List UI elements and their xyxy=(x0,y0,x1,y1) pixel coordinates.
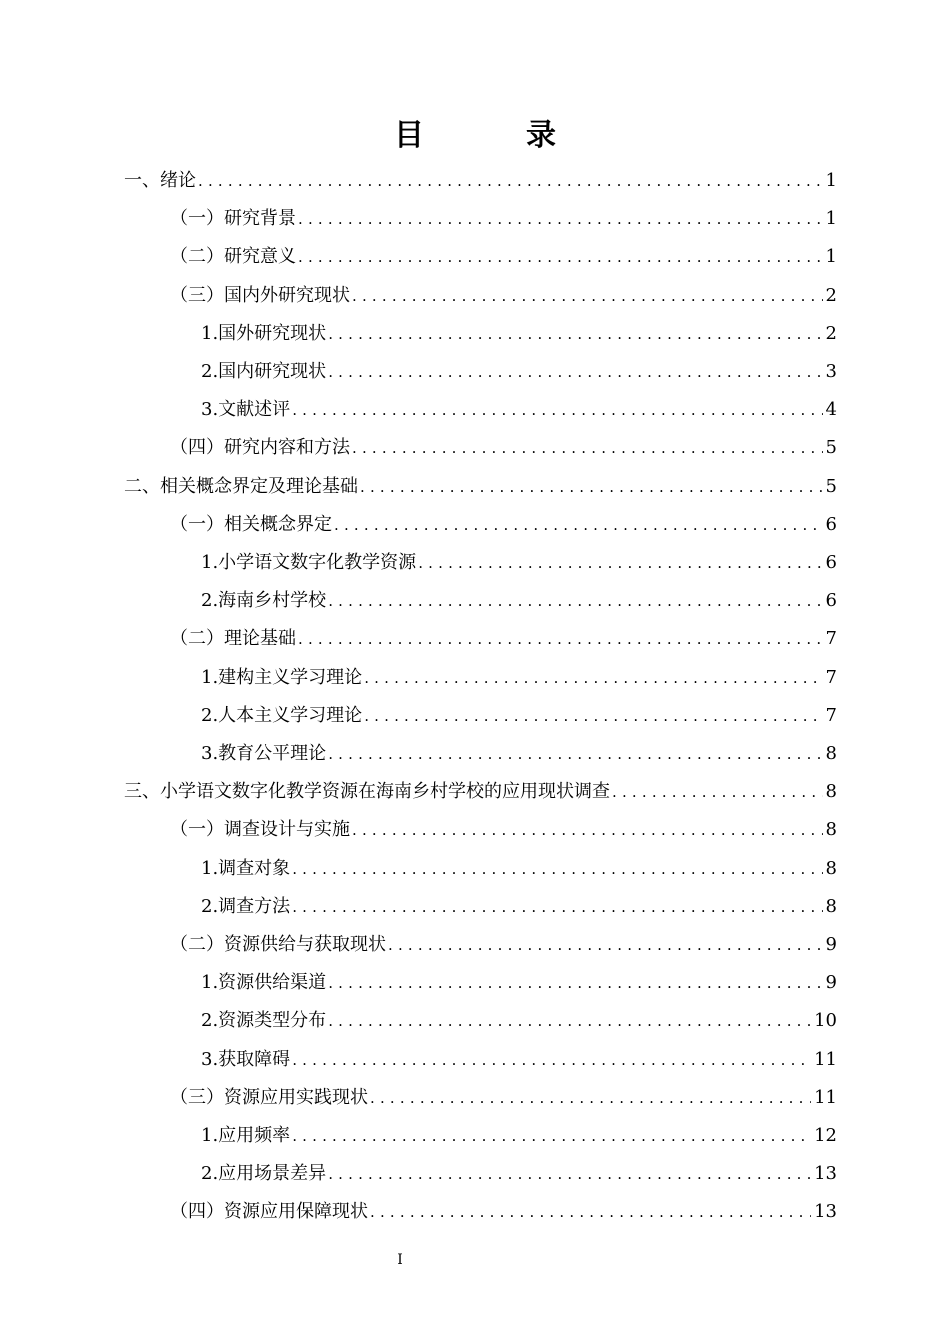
toc-entry-page-number: 3 xyxy=(825,361,837,382)
toc-entry[interactable] xyxy=(170,1079,837,1117)
toc-entry-title: 二、相关概念界定及理论基础 xyxy=(124,475,358,497)
toc-entry-page-number: 8 xyxy=(825,819,837,841)
toc-entry-title: （一）调查设计与实施 xyxy=(170,819,350,841)
toc-entry-page-number: 11 xyxy=(814,1086,837,1108)
toc-entry-title: （二）资源供给与获取现状 xyxy=(170,934,386,955)
toc-entry-page-number: 4 xyxy=(825,399,837,421)
toc-entry[interactable] xyxy=(170,277,837,315)
toc-entry[interactable] xyxy=(170,811,837,849)
toc-dot-leader xyxy=(352,811,823,849)
toc-entry[interactable] xyxy=(124,468,837,506)
toc-entry-title: 1.应用频率 xyxy=(201,1125,291,1146)
toc-entry-page-number: 13 xyxy=(814,1201,837,1223)
toc-entry-page-number: 5 xyxy=(825,437,837,459)
toc-dot-leader xyxy=(298,620,823,658)
toc-dot-leader xyxy=(298,200,823,238)
toc-dot-leader xyxy=(360,468,823,506)
toc-entry-title: （四）研究内容和方法 xyxy=(170,437,350,459)
toc-entry-title: （一）相关概念界定 xyxy=(170,513,332,535)
toc-entry[interactable] xyxy=(170,200,837,238)
toc-entry[interactable] xyxy=(170,506,837,544)
toc-entry[interactable] xyxy=(201,391,837,429)
toc-entry-title: 2.资源类型分布 xyxy=(201,1010,327,1032)
toc-dot-leader xyxy=(334,506,823,544)
toc-entry[interactable] xyxy=(170,1193,837,1231)
toc-entry-page-number: 6 xyxy=(825,513,837,535)
toc-entry-title: 3.教育公平理论 xyxy=(201,743,327,764)
toc-dot-leader xyxy=(364,697,822,735)
toc-entry-page-number: 1 xyxy=(825,170,837,191)
toc-entry-title: （三）国内外研究现状 xyxy=(170,284,350,306)
toc-entry-page-number: 7 xyxy=(825,666,837,688)
toc-entry[interactable] xyxy=(201,659,837,697)
toc-entry-page-number: 7 xyxy=(825,704,837,726)
toc-dot-leader xyxy=(388,926,823,964)
toc-dot-leader xyxy=(292,850,822,888)
toc-entry[interactable] xyxy=(201,1155,837,1193)
toc-entry[interactable] xyxy=(201,964,837,1002)
toc-entry-title: 1.国外研究现状 xyxy=(201,322,327,344)
toc-entry-page-number: 9 xyxy=(825,972,837,994)
toc-dot-leader xyxy=(328,315,822,353)
toc-dot-leader xyxy=(364,659,822,697)
toc-entry[interactable] xyxy=(124,162,837,200)
page-title: 目 录 xyxy=(394,118,592,153)
toc-entry-title: 3.文献述评 xyxy=(201,399,291,421)
toc-entry[interactable] xyxy=(201,735,837,773)
toc-dot-leader xyxy=(328,1002,811,1040)
toc-entry[interactable] xyxy=(170,926,837,964)
toc-entry-page-number: 8 xyxy=(825,857,837,879)
toc-dot-leader xyxy=(328,1155,811,1193)
toc-dot-leader xyxy=(418,544,822,582)
toc-entry[interactable] xyxy=(201,888,837,926)
toc-dot-leader xyxy=(198,162,823,200)
toc-entry[interactable] xyxy=(201,544,837,582)
toc-entry-title: 2.人本主义学习理论 xyxy=(201,704,363,726)
toc-entry-page-number: 2 xyxy=(825,284,837,306)
toc-entry-title: （二）研究意义 xyxy=(170,246,296,268)
toc-entry-title: 1.调查对象 xyxy=(201,857,291,879)
toc-dot-leader xyxy=(292,888,822,926)
toc-entry-page-number: 6 xyxy=(825,590,837,612)
toc-entry-page-number: 9 xyxy=(825,934,837,955)
toc-entry-page-number: 1 xyxy=(825,246,837,268)
toc-entry[interactable] xyxy=(201,850,837,888)
toc-entry-page-number: 5 xyxy=(825,475,837,497)
toc-entry-page-number: 8 xyxy=(825,895,837,917)
toc-entry-title: 2.应用场景差异 xyxy=(201,1163,327,1185)
toc-entry-page-number: 11 xyxy=(814,1048,837,1070)
toc-entry-page-number: 13 xyxy=(814,1163,837,1185)
toc-entry-title: 1.建构主义学习理论 xyxy=(201,666,363,688)
toc-dot-leader xyxy=(328,964,822,1002)
toc-entry-title: （二）理论基础 xyxy=(170,628,296,650)
toc-entry-title: 2.国内研究现状 xyxy=(201,361,327,382)
toc-dot-leader xyxy=(292,391,822,429)
toc-entry[interactable] xyxy=(201,315,837,353)
toc-entry[interactable] xyxy=(170,429,837,467)
toc-dot-leader xyxy=(612,773,823,811)
toc-dot-leader xyxy=(298,238,823,276)
toc-entry[interactable] xyxy=(170,238,837,276)
toc-dot-leader xyxy=(328,353,822,391)
toc-entry[interactable] xyxy=(201,697,837,735)
toc-entry-title: 三、小学语文数字化教学资源在海南乡村学校的应用现状调查 xyxy=(124,781,610,803)
toc-dot-leader xyxy=(352,429,823,467)
toc-entry[interactable] xyxy=(170,620,837,658)
toc-dot-leader xyxy=(292,1117,811,1155)
toc-entry-page-number: 8 xyxy=(825,743,837,764)
toc-dot-leader xyxy=(292,1041,811,1079)
toc-dot-leader xyxy=(328,735,822,773)
toc-entry[interactable] xyxy=(201,1041,837,1079)
toc-entry-title: （四）资源应用保障现状 xyxy=(170,1201,368,1223)
toc-entry-title: 2.海南乡村学校 xyxy=(201,590,327,612)
toc-entry-title: 1.资源供给渠道 xyxy=(201,972,327,994)
toc-entry[interactable] xyxy=(201,1117,837,1155)
toc-entry-title: 2.调查方法 xyxy=(201,895,291,917)
toc-entry[interactable] xyxy=(201,353,837,391)
toc-entry-page-number: 7 xyxy=(825,628,837,650)
toc-entry-title: （三）资源应用实践现状 xyxy=(170,1086,368,1108)
toc-entry[interactable] xyxy=(124,773,837,811)
toc-entry[interactable] xyxy=(201,582,837,620)
toc-entry-title: 3.获取障碍 xyxy=(201,1048,291,1070)
toc-entry-title: 1.小学语文数字化教学资源 xyxy=(201,552,417,573)
toc-dot-leader xyxy=(352,277,823,315)
toc-entry-title: 一、绪论 xyxy=(124,170,196,191)
toc-dot-leader xyxy=(370,1079,811,1117)
toc-entry-page-number: 12 xyxy=(814,1125,837,1146)
toc-entry-page-number: 6 xyxy=(825,552,837,573)
toc-entry-page-number: 10 xyxy=(814,1010,837,1032)
toc-entry-page-number: 2 xyxy=(825,322,837,344)
toc-dot-leader xyxy=(328,582,822,620)
toc-entry-page-number: 1 xyxy=(825,208,837,230)
toc-entry-title: （一）研究背景 xyxy=(170,208,296,230)
toc-entry-page-number: 8 xyxy=(825,781,837,803)
toc-dot-leader xyxy=(370,1193,811,1231)
footer-page-number: I xyxy=(397,1252,403,1268)
toc-entry[interactable] xyxy=(201,1002,837,1040)
